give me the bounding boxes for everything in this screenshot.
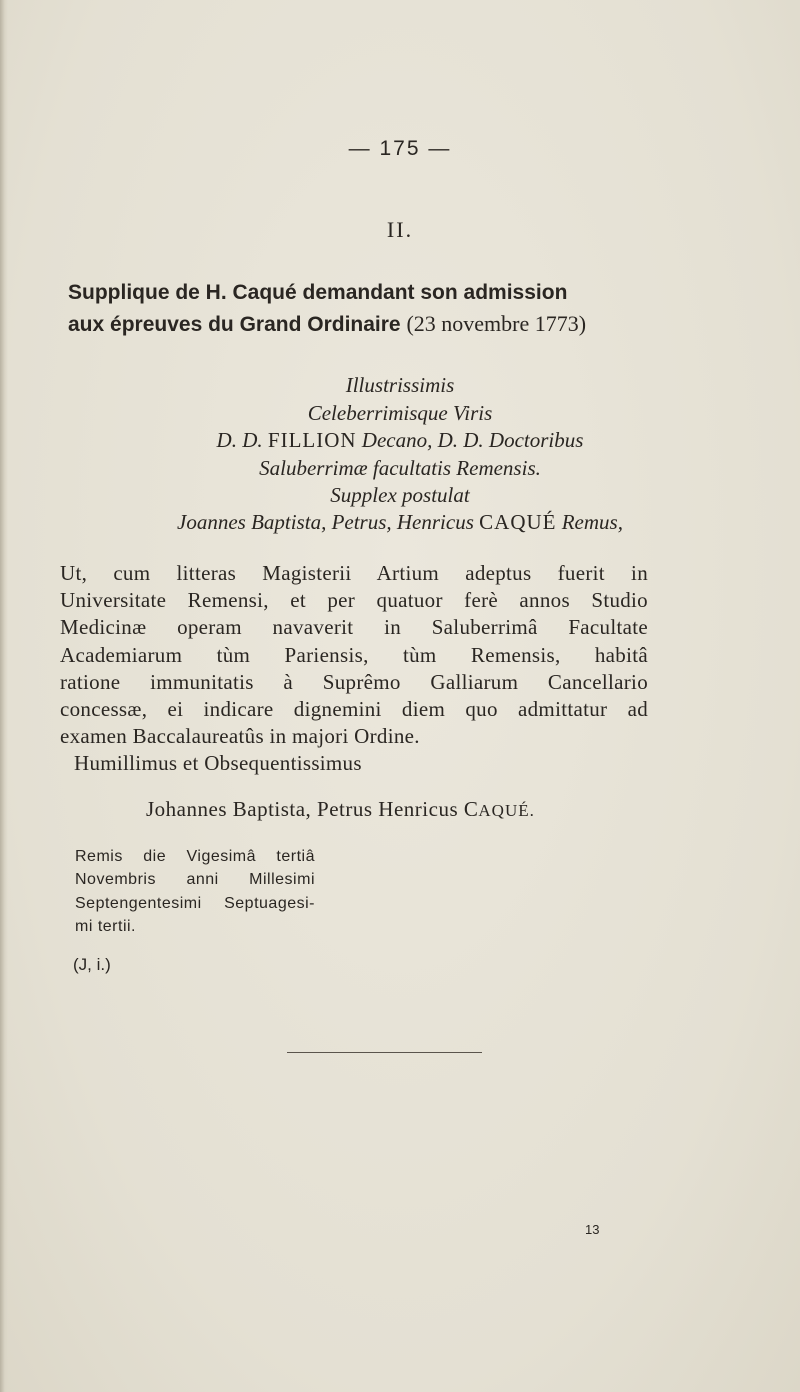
address-dd: D. D. <box>216 428 263 452</box>
address-line-3 <box>0 428 800 453</box>
page-number: — 175 — <box>348 137 452 160</box>
address-line-2: Celeberrimisque Viris <box>307 401 493 425</box>
signature-names: Johannes Baptista, Petrus Henricus <box>146 797 459 821</box>
address-decano: Decano, D. D. Doctoribus <box>361 428 584 452</box>
dateline-3: Septengentesimi Septuagesi- <box>75 895 315 912</box>
signature <box>146 797 535 822</box>
signature-surname-initial: C <box>463 797 479 821</box>
address-joannes: Joannes Baptista, Petrus, Henricus <box>177 510 474 534</box>
body-line-2: Universitate Remensi, et per quatuor ferè annos Studio <box>60 588 648 612</box>
address-fillion: FILLION <box>267 428 357 452</box>
archive-reference: (J, i.) <box>73 955 111 974</box>
body-closing: Humillimus et Obsequentissimus <box>74 751 362 775</box>
signature-mark: 13 <box>585 1222 600 1237</box>
page-spine-shadow <box>0 0 8 1392</box>
title-text-2: aux épreuves du Grand Ordinaire <box>68 313 401 336</box>
address-line-6 <box>0 510 800 535</box>
address-line-5: Supplex postulat <box>330 483 470 507</box>
section-number: II. <box>386 217 414 242</box>
dateline-2: Novembris anni Millesimi <box>75 871 315 888</box>
dateline-4: mi tertii. <box>75 918 136 935</box>
title-line-2 <box>68 311 688 337</box>
address-line-1: Illustrissimis <box>345 373 455 397</box>
dateline-1: Remis die Vigesimâ tertiâ <box>75 848 315 865</box>
body-line-1: Ut, cum litteras Magisterii Artium adeptus fuerit in <box>60 561 648 585</box>
body-line-6: concessæ, ei indicare dignemini diem quo admittatur ad <box>60 697 648 721</box>
body-line-7: examen Baccalaureatûs in majori Ordine. <box>60 724 420 748</box>
title-text-1: Supplique de H. Caqué demandant son admission <box>68 281 568 304</box>
body-line-4: Academiarum tùm Pariensis, tùm Remensis, habitâ <box>60 643 648 667</box>
body-line-3: Medicinæ operam navaverit in Saluberrimâ Facultate <box>60 615 648 639</box>
title-line-1 <box>68 281 688 305</box>
end-rule <box>287 1052 482 1053</box>
address-caque: CAQUÉ <box>479 510 557 534</box>
address-line-4: Saluberrimæ facultatis Remensis. <box>259 456 541 480</box>
signature-surname-rest: AQUÉ. <box>478 801 535 820</box>
address-remus: Remus, <box>561 510 623 534</box>
body-line-5: ratione immunitatis à Suprêmo Galliarum Cancellario <box>60 670 648 694</box>
title-date: (23 novembre 1773) <box>406 311 587 336</box>
